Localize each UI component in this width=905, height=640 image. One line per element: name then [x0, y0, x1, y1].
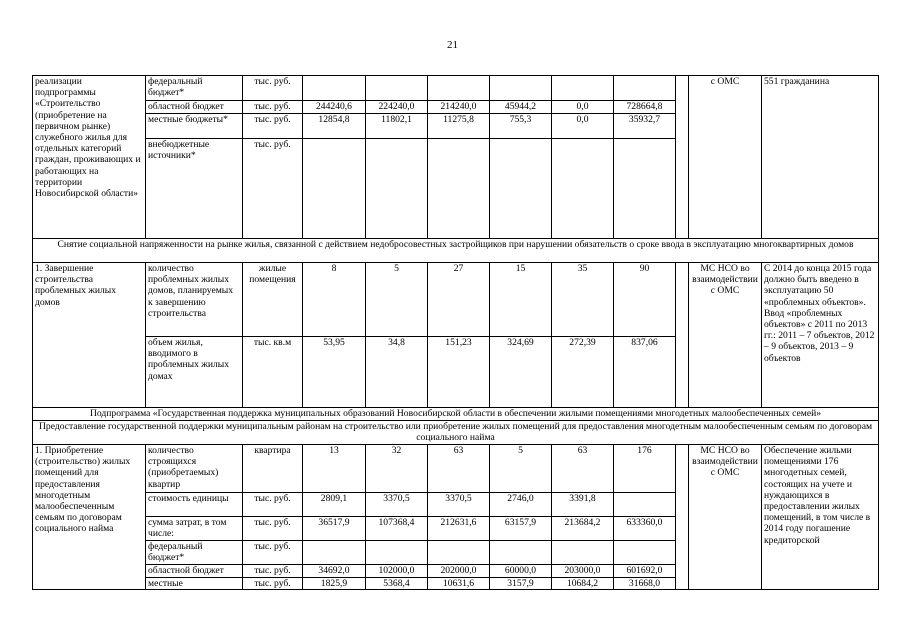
unit-cell: тыс. руб.	[243, 493, 303, 517]
value-2015: 203000,0	[552, 565, 614, 578]
program-cell: 1. Завершение строительства проблемных жилых домов	[33, 263, 146, 408]
value-2015	[552, 138, 614, 238]
value-2011	[303, 138, 366, 238]
value-2012: 11802,1	[366, 114, 428, 138]
table-row	[33, 408, 879, 421]
value-2012	[366, 138, 428, 238]
value-2011	[303, 541, 366, 565]
indicator-cell: местные	[146, 578, 243, 590]
result-cell: С 2014 до конца 2015 года должно быть введено в эксплуатацию 50 «проблемных объектов». Ввод «проблемных объектов» с 2011 по 2013 гг.: 2011 – 7 объектов, 2012 – 9 объектов, 2013 – 9 объектов	[762, 263, 879, 408]
unit-cell: тыс. руб.	[243, 578, 303, 590]
value-2011: 34692,0	[303, 565, 366, 578]
goal-heading: Снятие социальной напряженности на рынке жилья, связанной с действием недобросовестных застройщиков при нарушении обязательств о сроке ввода в эксплуатацию многоквартирных домов	[33, 239, 879, 263]
value-2012: 32	[366, 445, 428, 493]
indicator-cell: федеральный бюджет*	[146, 76, 243, 101]
value-2013: 212631,6	[428, 517, 490, 541]
value-2013: 10631,6	[428, 578, 490, 590]
table-row	[33, 421, 879, 445]
indicator-cell: количество проблемных жилых домов, планируемых к завершению строительства	[146, 263, 243, 337]
value-2014: 60000,0	[490, 565, 552, 578]
value-2014: 15	[490, 263, 552, 337]
value-2013: 11275,8	[428, 114, 490, 138]
value-total: 633360,0	[614, 517, 676, 541]
value-2011: 53,95	[303, 337, 366, 408]
value-total: 837,06	[614, 337, 676, 408]
unit-cell: жилые помещения	[243, 263, 303, 337]
value-2013: 27	[428, 263, 490, 337]
indicator-cell: внебюджетные источники*	[146, 138, 243, 238]
value-2011: 1825,9	[303, 578, 366, 590]
value-total	[614, 76, 676, 101]
indicator-cell: местные бюджеты*	[146, 114, 243, 138]
indicator-cell: сумма затрат, в том числе:	[146, 517, 243, 541]
value-total	[614, 541, 676, 565]
value-2015	[552, 76, 614, 101]
value-2014: 5	[490, 445, 552, 493]
value-2011	[303, 76, 366, 101]
program-cell: реализации подпрограммы «Строительство (приобретение на первичном рынке) служебного жилья для отдельных категорий граждан, проживающих и работающих на территории Новосибирской области»	[33, 76, 146, 239]
result-cell: 551 гражданина	[762, 76, 879, 239]
value-2014: 45944,2	[490, 101, 552, 114]
value-2014: 755,3	[490, 114, 552, 138]
value-2012	[366, 541, 428, 565]
value-2012: 34,8	[366, 337, 428, 408]
result-cell: Обеспечение жильми помещениями 176 многодетных семей, состоящих на учете и нуждающихся в предоставлении жилых помещений, в том числе в 2014 году погашение кредиторской	[762, 445, 879, 590]
value-2014: 2746,0	[490, 493, 552, 517]
indicator-cell: областной бюджет	[146, 565, 243, 578]
value-2013: 3370,5	[428, 493, 490, 517]
indicator-cell: объем жилья, вводимого в проблемных жилых домах	[146, 337, 243, 408]
value-2011: 13	[303, 445, 366, 493]
value-2012: 5368,4	[366, 578, 428, 590]
table-row	[33, 263, 879, 337]
spacer-cell	[676, 263, 689, 408]
table-row	[33, 239, 879, 263]
value-2012: 102000,0	[366, 565, 428, 578]
value-2013: 214240,0	[428, 101, 490, 114]
value-2011: 2809,1	[303, 493, 366, 517]
value-total: 176	[614, 445, 676, 493]
value-total	[614, 138, 676, 238]
value-2014: 63157,9	[490, 517, 552, 541]
value-2013	[428, 76, 490, 101]
table-row	[33, 76, 879, 101]
value-2014	[490, 541, 552, 565]
value-2015: 3391,8	[552, 493, 614, 517]
value-2014: 324,69	[490, 337, 552, 408]
value-2011: 8	[303, 263, 366, 337]
executor-cell: с ОМС	[689, 76, 762, 239]
value-2013	[428, 541, 490, 565]
value-2012: 107368,4	[366, 517, 428, 541]
unit-cell: тыс. руб.	[243, 517, 303, 541]
unit-cell: тыс. руб.	[243, 541, 303, 565]
unit-cell: тыс. руб.	[243, 114, 303, 138]
value-2015: 35	[552, 263, 614, 337]
page-number: 21	[447, 39, 458, 51]
value-2011: 36517,9	[303, 517, 366, 541]
unit-cell: тыс. руб.	[243, 101, 303, 114]
executor-cell: МС НСО во взаимодействии с ОМС	[689, 263, 762, 408]
value-total: 35932,7	[614, 114, 676, 138]
value-2013	[428, 138, 490, 238]
value-2015: 0,0	[552, 101, 614, 114]
value-2014	[490, 138, 552, 238]
value-2014: 3157,9	[490, 578, 552, 590]
indicator-cell: областной бюджет	[146, 101, 243, 114]
value-2014	[490, 76, 552, 101]
value-2015: 0,0	[552, 114, 614, 138]
goal-heading: Предоставление государственной поддержки муниципальным районам на строительство или приобретение жилых помещений для предоставления многодетным малообеспеченным семьям по договорам социального найма	[33, 421, 879, 445]
value-2012: 5	[366, 263, 428, 337]
indicator-cell: стоимость единицы	[146, 493, 243, 517]
value-2012: 3370,5	[366, 493, 428, 517]
subprogram-title: Подпрограмма «Государственная поддержка муниципальных образований Новосибирской области в обеспечении жилыми помещениями многодетных малообеспеченных семей»	[33, 408, 879, 421]
executor-cell: МС НСО во взаимодействии с ОМС	[689, 445, 762, 590]
unit-cell: тыс. руб.	[243, 76, 303, 101]
unit-cell: квартира	[243, 445, 303, 493]
program-table	[32, 75, 879, 590]
unit-cell: тыс. руб.	[243, 565, 303, 578]
value-2011: 244240,6	[303, 101, 366, 114]
value-total: 31668,0	[614, 578, 676, 590]
value-2015: 10684,2	[552, 578, 614, 590]
value-2012: 224240,0	[366, 101, 428, 114]
unit-cell: тыс. кв.м	[243, 337, 303, 408]
value-total: 90	[614, 263, 676, 337]
value-total: 728664,8	[614, 101, 676, 114]
value-2015: 63	[552, 445, 614, 493]
indicator-cell: федеральный бюджет*	[146, 541, 243, 565]
value-2015: 213684,2	[552, 517, 614, 541]
indicator-cell: количество строящихся (приобретаемых) квартир	[146, 445, 243, 493]
value-2015	[552, 541, 614, 565]
value-2012	[366, 76, 428, 101]
value-total	[614, 493, 676, 517]
spacer-cell	[676, 76, 689, 239]
value-2013: 202000,0	[428, 565, 490, 578]
table-row	[33, 445, 879, 493]
value-2013: 63	[428, 445, 490, 493]
spacer-cell	[676, 445, 689, 590]
value-2013: 151,23	[428, 337, 490, 408]
unit-cell: тыс. руб.	[243, 138, 303, 238]
program-cell: 1. Приобретение (строительство) жилых помещений для предоставления многодетным малообеспеченным семьям по договорам социального найма	[33, 445, 146, 590]
value-2015: 272,39	[552, 337, 614, 408]
value-total: 601692,0	[614, 565, 676, 578]
value-2011: 12854,8	[303, 114, 366, 138]
